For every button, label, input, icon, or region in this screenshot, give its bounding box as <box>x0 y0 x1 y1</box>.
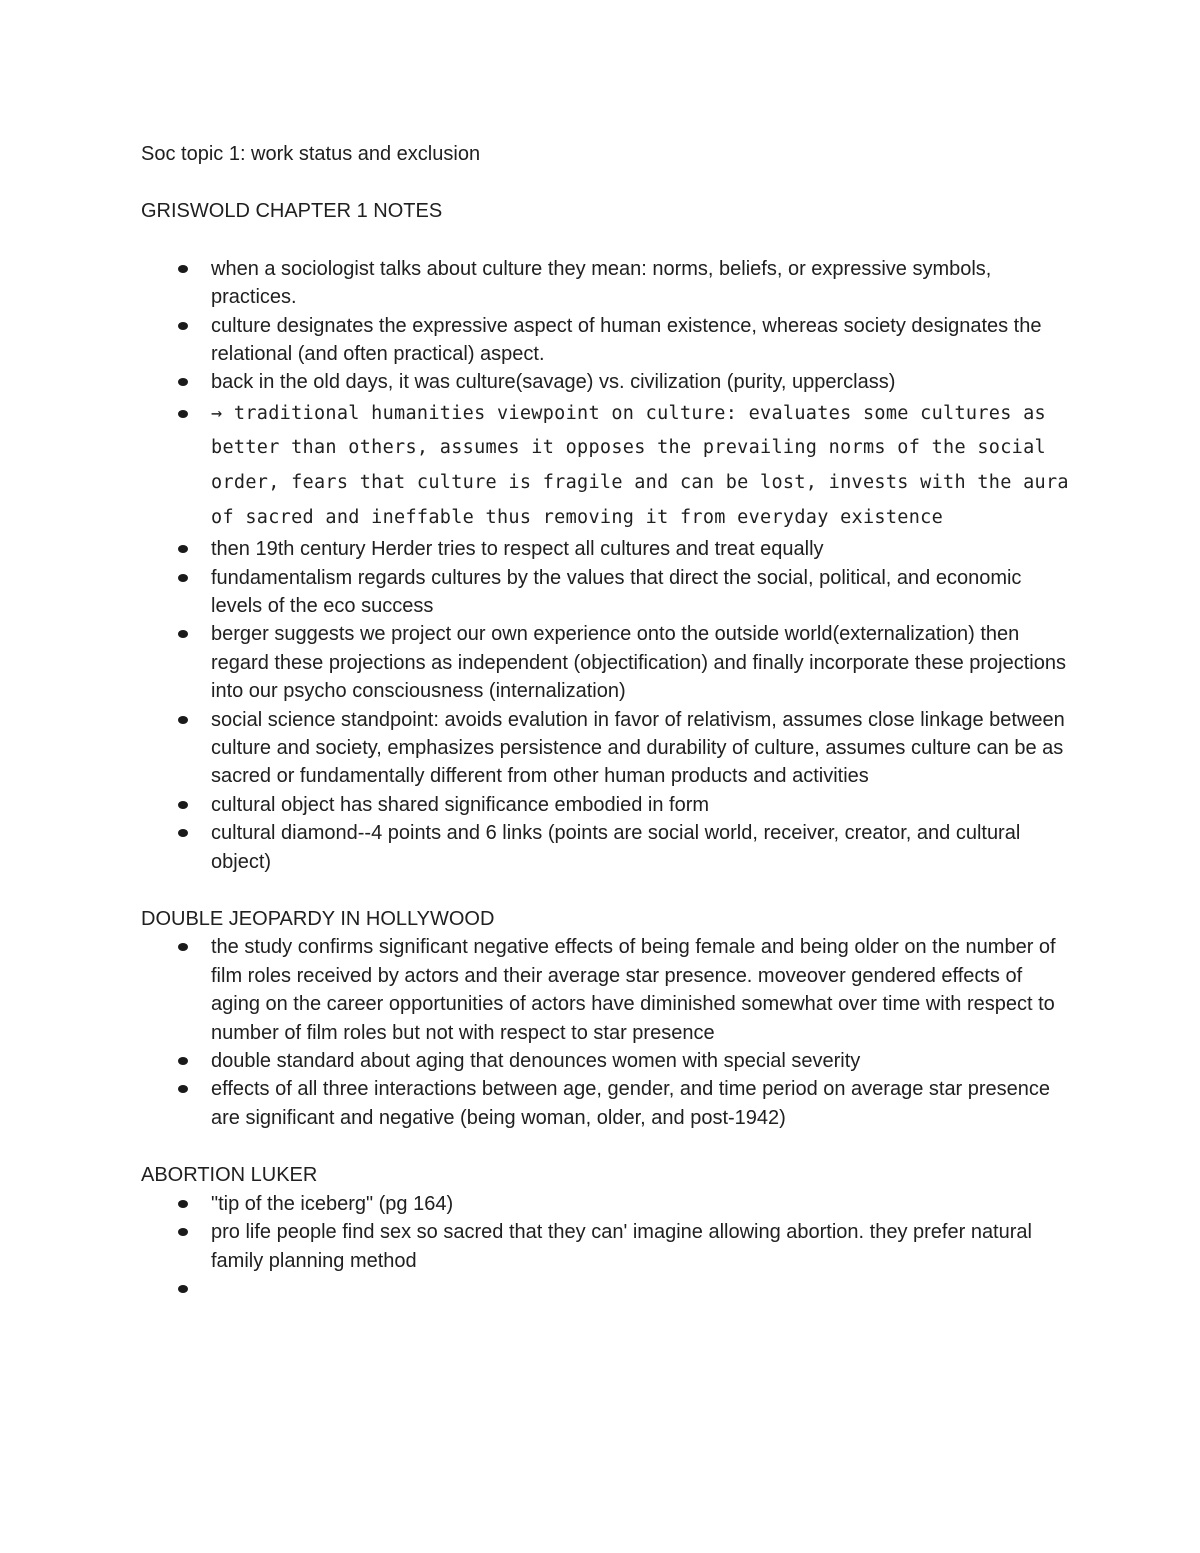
list-item <box>141 1190 1071 1218</box>
bullet-icon <box>178 378 188 386</box>
list-item <box>141 620 1071 705</box>
double-jeopardy-notes-list <box>141 933 1071 1132</box>
list-item-text: culture designates the expressive aspect of human existence, whereas society designates the relational (and often practical) aspect. <box>211 314 1042 365</box>
spacer <box>141 876 1071 905</box>
bullet-icon <box>178 265 188 273</box>
bullet-icon <box>178 829 188 837</box>
griswold-notes-list <box>141 255 1071 876</box>
bullet-icon <box>178 1285 188 1293</box>
bullet-icon <box>178 1057 188 1065</box>
list-item <box>141 706 1071 791</box>
bullet-icon <box>178 545 188 553</box>
list-item <box>141 255 1071 312</box>
section-heading-griswold: GRISWOLD CHAPTER 1 NOTES <box>141 200 443 223</box>
list-item-text: double standard about aging that denounces women with special severity <box>211 1050 861 1073</box>
bullet-icon <box>178 801 188 809</box>
bullet-icon <box>178 716 188 724</box>
list-item-text: then 19th century Herder tries to respect all cultures and treat equally <box>211 538 824 561</box>
list-item-text: cultural object has shared significance embodied in form <box>211 793 710 816</box>
bullet-icon <box>178 410 188 418</box>
bullet-icon <box>178 322 188 330</box>
bullet-icon <box>178 943 188 951</box>
spacer <box>141 168 1071 197</box>
bullet-icon <box>178 1085 188 1093</box>
section-heading-abortion-luker: ABORTION LUKER <box>141 1164 318 1187</box>
list-item-text: social science standpoint: avoids evalution in favor of relativism, assumes close linkage between culture and society, emphasizes persistence and durability of culture, assumes culture can be as sacred or fundamentally different from other human products and activities <box>211 708 1065 788</box>
list-item <box>141 1218 1071 1275</box>
spacer <box>141 226 1071 255</box>
spacer <box>141 1132 1071 1161</box>
list-item-text: berger suggests we project our own experience onto the outside world(externalization) then regard these projections as independent (objectification) and finally incorporate these projections into our psycho consciousness (internalization) <box>211 623 1066 703</box>
list-item <box>141 312 1071 369</box>
list-item-text: when a sociologist talks about culture they mean: norms, beliefs, or expressive symbols, practices. <box>211 257 992 309</box>
document-body <box>141 140 1071 1303</box>
bullet-icon <box>178 1200 188 1208</box>
list-item <box>141 791 1071 819</box>
abortion-luker-notes-list <box>141 1190 1071 1304</box>
list-item-text: fundamentalism regards cultures by the values that direct the social, political, and economic levels of the eco success <box>211 566 1022 617</box>
list-item <box>141 1275 1071 1303</box>
list-item-text: → traditional humanities viewpoint on culture: evaluates some cultures as better than others, assumes it opposes the prevailing norms of the social order, fears that culture is fragile and can be lost, invests with the aura of sacred and ineffable thus removing it from everyday existence <box>211 402 1069 528</box>
bullet-icon <box>178 1228 188 1236</box>
list-item <box>141 819 1071 876</box>
list-item <box>141 368 1071 396</box>
list-item-text: back in the old days, it was culture(savage) vs. civilization (purity, upperclass) <box>211 371 896 394</box>
page-title: Soc topic 1: work status and exclusion <box>141 143 481 165</box>
bullet-icon <box>178 574 188 582</box>
list-item <box>141 564 1071 621</box>
list-item-text: "tip of the iceberg" (pg 164) <box>211 1192 454 1215</box>
list-item-text: effects of all three interactions between age, gender, and time period on average star presence are significant and negative (being woman, older, and post-1942) <box>211 1078 1051 1129</box>
list-item <box>141 1047 1071 1075</box>
list-item-text: cultural diamond--4 points and 6 links (points are social world, receiver, creator, and cultural object) <box>211 822 1021 873</box>
bullet-icon <box>178 630 188 638</box>
list-item <box>141 535 1071 563</box>
list-item-text: pro life people find sex so sacred that they can' imagine allowing abortion. they prefer natural family planning method <box>211 1221 1032 1272</box>
list-item-text: the study confirms significant negative effects of being female and being older on the number of film roles received by actors and their average star presence. moveover gendered effects of aging on the career opportunities of actors have diminished somewhat over time with respect to number of film roles but not with respect to star presence <box>211 936 1056 1044</box>
list-item <box>141 397 1071 535</box>
section-heading-double-jeopardy: DOUBLE JEOPARDY IN HOLLYWOOD <box>141 908 495 931</box>
list-item <box>141 933 1071 1047</box>
list-item <box>141 1075 1071 1132</box>
